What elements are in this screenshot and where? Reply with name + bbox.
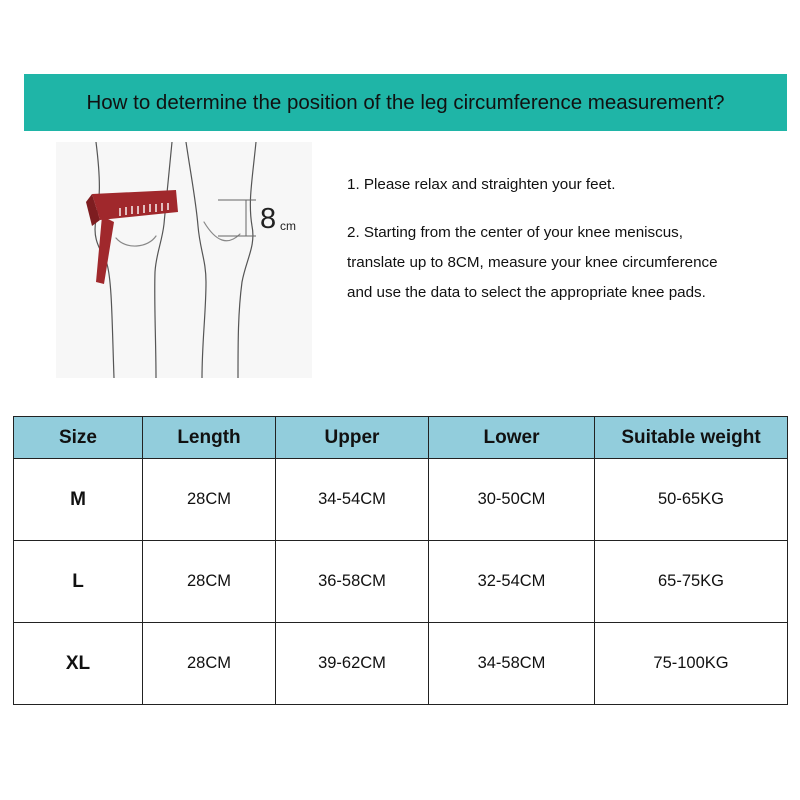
table-row xyxy=(14,459,788,541)
right-leg-inner-line xyxy=(186,142,206,378)
title-banner xyxy=(24,74,787,131)
legs-drawing xyxy=(56,142,312,378)
upper-cell: 34-54CM xyxy=(276,459,429,541)
upper-cell: 39-62CM xyxy=(276,623,429,705)
instruction-step-2-line-2: translate up to 8CM, measure your knee circumference xyxy=(347,254,718,271)
size-cell: M xyxy=(14,459,143,541)
header-lower: Lower xyxy=(429,417,595,459)
weight-cell: 65-75KG xyxy=(595,541,788,623)
measuring-tape-strap xyxy=(86,190,178,284)
table-row xyxy=(14,541,788,623)
left-knee-line xyxy=(116,236,156,246)
length-cell: 28CM xyxy=(143,459,276,541)
header-length: Length xyxy=(143,417,276,459)
weight-cell: 75-100KG xyxy=(595,623,788,705)
right-leg-outer-line xyxy=(238,142,256,378)
instruction-step-2-line-3: and use the data to select the appropriate knee pads. xyxy=(347,284,706,301)
size-cell: XL xyxy=(14,623,143,705)
banner-title: How to determine the position of the leg circumference measurement? xyxy=(86,90,725,114)
header-suitable-weight: Suitable weight xyxy=(595,417,788,459)
upper-cell: 36-58CM xyxy=(276,541,429,623)
right-knee-line xyxy=(204,222,240,241)
length-cell: 28CM xyxy=(143,541,276,623)
header-upper: Upper xyxy=(276,417,429,459)
left-leg-inner-line xyxy=(155,142,172,378)
instruction-step-2-line-1: 2. Starting from the center of your knee meniscus, xyxy=(347,224,683,241)
lower-cell: 30-50CM xyxy=(429,459,595,541)
table-row xyxy=(14,623,788,705)
measure-number: 8 xyxy=(260,203,277,235)
lower-cell: 34-58CM xyxy=(429,623,595,705)
instruction-step-1: 1. Please relax and straighten your feet. xyxy=(347,176,616,193)
weight-cell: 50-65KG xyxy=(595,459,788,541)
measure-unit: cm xyxy=(280,219,296,233)
knee-measurement-illustration xyxy=(56,142,312,378)
measurement-instructions xyxy=(347,170,787,308)
header-size: Size xyxy=(14,417,143,459)
table-header-row xyxy=(14,417,788,459)
lower-cell: 32-54CM xyxy=(429,541,595,623)
size-cell: L xyxy=(14,541,143,623)
size-chart-table xyxy=(13,416,788,705)
length-cell: 28CM xyxy=(143,623,276,705)
